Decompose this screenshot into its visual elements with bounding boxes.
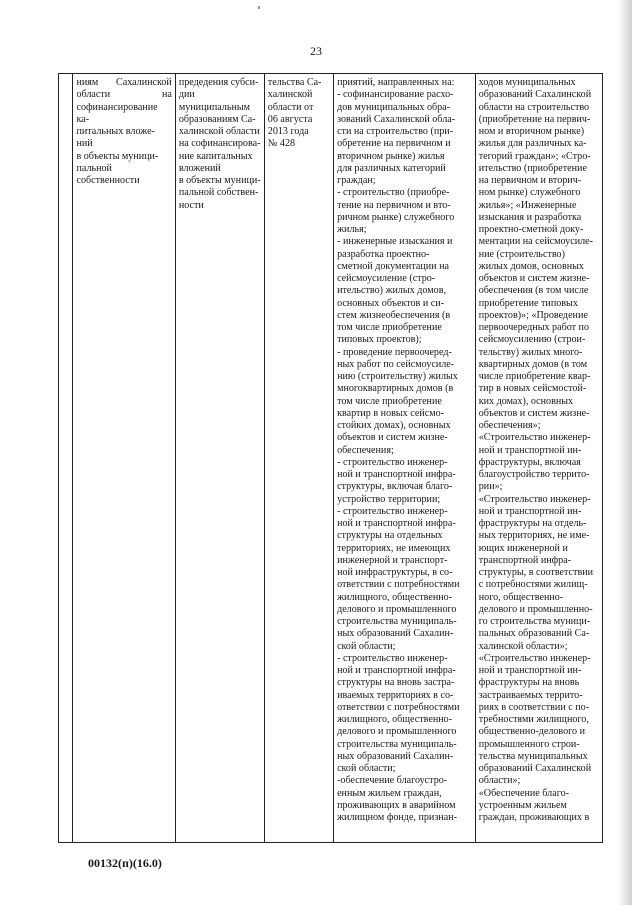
- table-cell-subsidy-rules: [175, 74, 264, 843]
- table-cell-activities: [334, 74, 476, 843]
- table-cell-index: [59, 74, 73, 843]
- table-row: [59, 74, 603, 843]
- table-cell-government-act: [264, 74, 333, 843]
- page-number: 23: [310, 44, 322, 58]
- document-code: 00132(п)(16.0): [88, 856, 162, 870]
- cell-text: ниям Сахалинской области на софинансирование ка- питальных вложе- ний в объекты муници- пальной собственности: [76, 77, 172, 186]
- cell-text: предедения субси- дии муниципальным образованиям Са- халинской области на софинансирова- ние капитальных вложений в объекты муници- пальной собствен- ности: [178, 77, 261, 211]
- scan-edge-shadow: [618, 0, 632, 905]
- cell-text: тельства Са- халинской области от 06 августа 2013 года № 428: [267, 77, 322, 150]
- document-table: [58, 73, 603, 843]
- cell-text: ходов муниципальных образований Сахалинской области на строительство (приобретение на первич- ном и вторичном рынке) жилья для различных ка- тегорий граждан»; «Стро- ительство (приобретение на первичном и вторич- ном рынке) служебного жилья»; «Инженерные изыскания и разработка проектно-сметной доку- ментации на сейсмоусиле- ние (строительство) жилых домов, основных объектов и систем жизне- обеспечения (в том числе приобретение типовых проектов)»; «Проведение первоочередных работ по сейсмоусилению (строи- тельству) жилых много- квартирных домов (в том числе приобретение квар- тир в новых сейсмостой- ких домах), основных объектов и систем жизне- обеспечения»; «Строительство инженер- ной и транспортной ин- фраструктуры, включая благоустройство террито- рии»; «Строительство инженер- ной и транспортной ин- фраструктуры на отдель- ных территориях, не име- ющих инженерной и транспортной инфра- структуры, в соответствии с потребностями жилищ- ного, общественно- делового и промышленно- го строительства муници- пальных образований Са- халинской области»; «Строительство инженер- ной и транспортной ин- фраструктуры на вновь застраиваемых террито- риях в соответствии с по- требностями жилищного, общественно-делового и промышленного строи- тельства муниципальных образований Сахалинской области»; «Обеспечение благо- устроенным жильем граждан, проживающих в: [478, 77, 594, 823]
- cell-text: приятий, направленных на: - софинансирование расхо- дов муниципальных обра- зований Сахалинской обла- сти на строительство (при- обретение на первичном и вторичном рынке) жилья для различных категорий граждан; - строительство (приобре- тение на первичном и вто- ричном рынке) служебного жилья; - инженерные изыскания и разработка проектно- сметной документации на сейсмоусиление (стро- ительство) жилых домов, основных объектов и си- стем жизнеобеспечения (в том числе приобретение типовых проектов); - проведение первоочеред- ных работ по сейсмоусиле- нию (строительству) жилых многоквартирных домов (в том числе приобретение квартир в новых сейсмо- стойких домах), основных объектов и систем жизне- обеспечения; - строительство инженер- ной и транспортной инфра- структуры, включая благо- устройство территории; - строительство инженер- ной и транспортной инфра- структуры на отдельных территориях, не имеющих инженерной и транспорт- ной инфраструктуры, в со- ответствии с потребностями жилищного, общественно- делового и промышленного строительства муниципаль- ных образований Сахалин- ской области; - строительство инженер- ной и транспортной инфра- структуры на вновь застра- иваемых территориях в со- ответствии с потребностями жилищного, общественно- делового и промышленного строительства муниципаль- ных образований Сахалин- ской области; -обеспечение благоустро- енным жильем граждан, проживающих в аварийном жилищном фонде, признан-: [337, 77, 460, 823]
- table-cell-measures: [475, 74, 602, 843]
- scan-artifact-mark: [258, 6, 260, 9]
- table-cell-program-name: [73, 74, 175, 843]
